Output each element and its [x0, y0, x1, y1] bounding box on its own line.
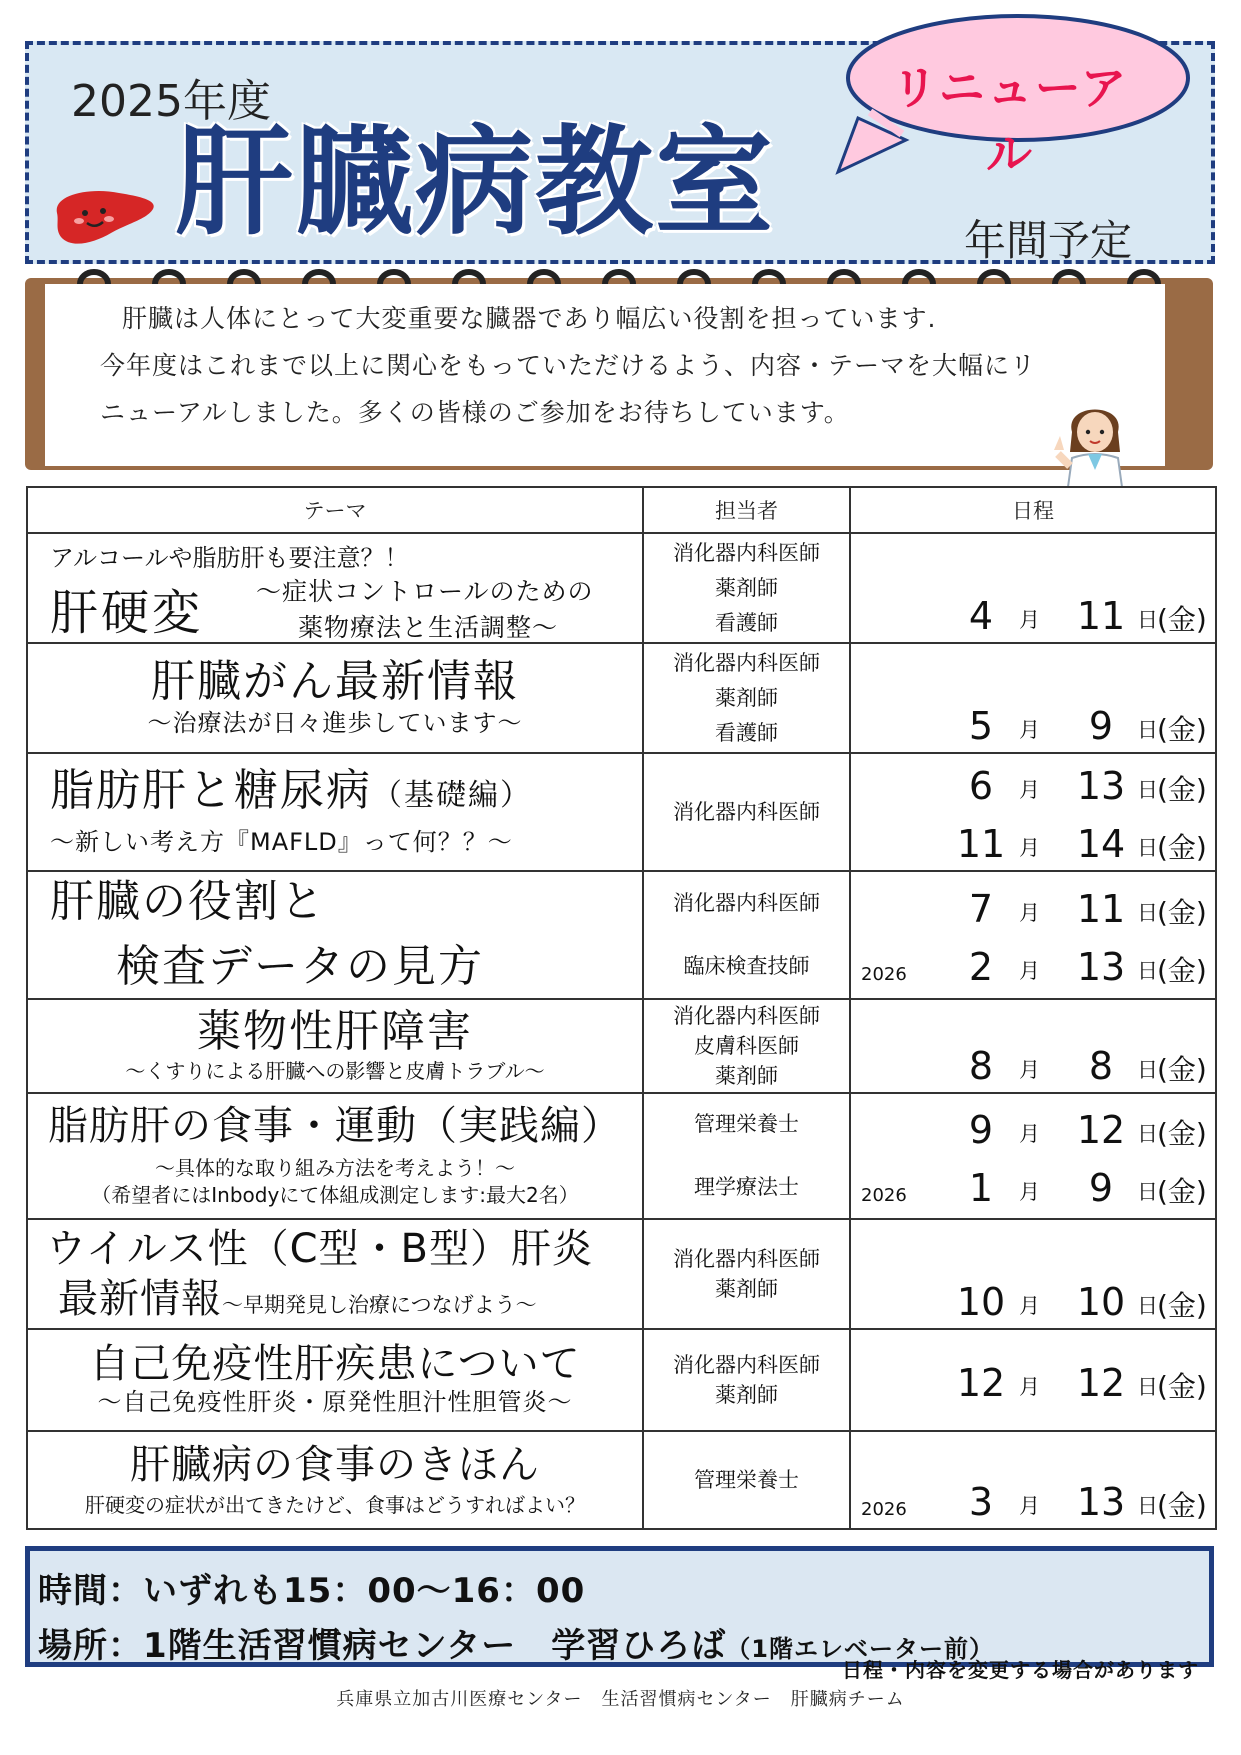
- day-unit: 日: [1137, 1180, 1158, 1204]
- doctor-illustration-icon: [1050, 392, 1140, 487]
- day-unit: 日: [1137, 718, 1158, 742]
- date-month: 3: [968, 1480, 994, 1524]
- theme-title: 脂肪肝の食事・運動（実践編）: [48, 1103, 622, 1149]
- date-day: 9: [1088, 704, 1114, 748]
- date-month: 5: [968, 704, 994, 748]
- date-cell: [850, 1219, 1216, 1329]
- date-month: 2: [968, 945, 994, 989]
- staff-cell: [643, 753, 850, 871]
- theme-title: 肝臓がん最新情報: [151, 656, 519, 708]
- date-entry: [859, 1156, 1207, 1214]
- theme-sub: 薬物療法と生活調整～: [298, 613, 559, 642]
- intro-line: ニューアルしました。多くの皆様のご参加をお待ちしています。: [100, 398, 850, 427]
- theme-title: 脂肪肝と糖尿病: [50, 765, 372, 817]
- day-unit: 日: [1137, 1494, 1158, 1518]
- year-label: 2025年度: [71, 76, 271, 127]
- staff-item: 薬剤師: [715, 1277, 778, 1301]
- month-unit: 月: [1019, 778, 1040, 802]
- intro-text: [100, 295, 1160, 436]
- date-entry: [859, 1270, 1207, 1328]
- theme-title: 最新情報: [58, 1276, 222, 1322]
- date-entry: [859, 877, 1207, 935]
- date-weekday: (金): [1157, 896, 1207, 929]
- date-month: 11: [956, 822, 1006, 866]
- day-unit: 日: [1137, 959, 1158, 983]
- staff-item: 消化器内科医師: [673, 1353, 820, 1377]
- month-unit: 月: [1019, 1494, 1040, 1518]
- date-cell: [850, 871, 1216, 999]
- info-box: [25, 1546, 1214, 1667]
- date-weekday: (金): [1157, 1370, 1207, 1403]
- date-cell: [850, 999, 1216, 1093]
- day-unit: 日: [1137, 1375, 1158, 1399]
- date-entry: [859, 1098, 1207, 1156]
- theme-cell: [27, 533, 643, 643]
- staff-cell: [643, 999, 850, 1093]
- staff-cell: [643, 643, 850, 753]
- theme-title-paren: （基礎編）: [372, 778, 532, 814]
- day-unit: 日: [1137, 608, 1158, 632]
- date-day: 9: [1088, 1166, 1114, 1210]
- date-month: 9: [968, 1108, 994, 1152]
- date-month: 8: [968, 1044, 994, 1088]
- theme-cell: [27, 871, 643, 999]
- staff-item: 消化器内科医師: [673, 891, 820, 915]
- staff-cell: [643, 1219, 850, 1329]
- date-weekday: (金): [1157, 831, 1207, 864]
- theme-title: 自己免疫性肝疾患について: [89, 1341, 581, 1388]
- month-unit: 月: [1019, 1122, 1040, 1146]
- month-unit: 月: [1019, 608, 1040, 632]
- liver-mascot-icon: [49, 183, 159, 253]
- theme-sub: ～くすりによる肝臓への影響と皮膚トラブル～: [125, 1058, 545, 1083]
- date-entry: [859, 935, 1207, 993]
- date-month: 1: [968, 1166, 994, 1210]
- staff-cell: [643, 1431, 850, 1529]
- date-day: 11: [1076, 594, 1126, 638]
- date-day: 10: [1076, 1280, 1126, 1324]
- date-year: 2026: [861, 964, 907, 985]
- staff-item: 薬剤師: [715, 685, 778, 710]
- month-unit: 月: [1019, 1375, 1040, 1399]
- date-day: 8: [1088, 1044, 1114, 1088]
- date-weekday: (金): [1157, 773, 1207, 806]
- table-row: [27, 753, 1216, 871]
- date-month: 12: [956, 1361, 1006, 1405]
- staff-cell: [643, 1093, 850, 1219]
- table-row: [27, 999, 1216, 1093]
- day-unit: 日: [1137, 1122, 1158, 1146]
- date-cell: [850, 753, 1216, 871]
- date-cell: [850, 1431, 1216, 1529]
- date-month: 10: [956, 1280, 1006, 1324]
- month-unit: 月: [1019, 718, 1040, 742]
- header-date: 日程: [850, 487, 1216, 533]
- theme-sub: ～症状コントロールのための: [256, 577, 594, 606]
- date-day: 13: [1076, 764, 1126, 808]
- staff-item: 看護師: [715, 610, 778, 635]
- date-day: 12: [1076, 1361, 1126, 1405]
- staff-item: 消化器内科医師: [673, 1247, 820, 1271]
- day-unit: 日: [1137, 901, 1158, 925]
- table-row: [27, 1431, 1216, 1529]
- date-weekday: (金): [1157, 1117, 1207, 1150]
- staff-cell: [643, 871, 850, 999]
- table-row: [27, 643, 1216, 753]
- date-year: 2026: [861, 1499, 907, 1520]
- theme-title: 検査データの見方: [116, 941, 484, 992]
- table-row: [27, 1219, 1216, 1329]
- month-unit: 月: [1019, 901, 1040, 925]
- date-entry: [859, 584, 1207, 642]
- theme-lead: アルコールや脂肪肝も要注意？！: [50, 544, 409, 572]
- day-unit: 日: [1137, 1058, 1158, 1082]
- date-entry: [859, 694, 1207, 752]
- theme-cell: [27, 999, 643, 1093]
- month-unit: 月: [1019, 1294, 1040, 1318]
- date-weekday: (金): [1157, 1289, 1207, 1322]
- staff-item: 薬剤師: [715, 575, 778, 600]
- date-month: 7: [968, 887, 994, 931]
- month-unit: 月: [1019, 959, 1040, 983]
- theme-note: （希望者にはInbodyにて体組成測定します:最大2名）: [91, 1183, 579, 1207]
- staff-item: 消化器内科医師: [673, 650, 820, 675]
- date-entry: [859, 812, 1207, 870]
- date-entry: [859, 1034, 1207, 1092]
- date-weekday: (金): [1157, 1175, 1207, 1208]
- staff-item: 理学療法士: [694, 1175, 799, 1199]
- theme-title: 肝臓病の食事のきほん: [130, 1441, 540, 1488]
- date-cell: [850, 643, 1216, 753]
- date-cell: [850, 1093, 1216, 1219]
- staff-item: 臨床検査技師: [683, 954, 810, 978]
- date-month: 4: [968, 594, 994, 638]
- staff-item: 消化器内科医師: [673, 1004, 820, 1028]
- day-unit: 日: [1137, 1294, 1158, 1318]
- date-cell: [850, 533, 1216, 643]
- date-cell: [850, 1329, 1216, 1431]
- theme-cell: [27, 1219, 643, 1329]
- staff-item: 管理栄養士: [694, 1112, 799, 1136]
- date-day: 12: [1076, 1108, 1126, 1152]
- theme-sub: ～自己免疫性肝炎・原発性胆汁性胆管炎～: [97, 1388, 573, 1417]
- intro-line: 今年度はこれまで以上に関心をもっていただけるよう、内容・テーマを大幅にリ: [100, 351, 1037, 380]
- table-row: [27, 1329, 1216, 1431]
- renewal-badge: リニューアル: [891, 61, 1129, 181]
- theme-cell: [27, 643, 643, 753]
- date-day: 13: [1076, 945, 1126, 989]
- theme-cell: [27, 753, 643, 871]
- month-unit: 月: [1019, 1058, 1040, 1082]
- date-entry: [859, 754, 1207, 812]
- staff-item: 消化器内科医師: [673, 799, 820, 824]
- schedule-table: [26, 486, 1217, 1530]
- intro-line: 肝臓は人体にとって大変重要な臓器であり幅広い役割を担っています.: [122, 304, 937, 333]
- month-unit: 月: [1019, 1180, 1040, 1204]
- date-entry: [859, 1351, 1207, 1409]
- date-month: 6: [968, 764, 994, 808]
- staff-cell: [643, 1329, 850, 1431]
- staff-item: 薬剤師: [715, 1064, 778, 1088]
- theme-sub: ～具体的な取り組み方法を考えよう！～: [155, 1156, 515, 1180]
- staff-item: 皮膚科医師: [694, 1034, 799, 1058]
- date-weekday: (金): [1157, 1053, 1207, 1086]
- theme-cell: [27, 1093, 643, 1219]
- date-weekday: (金): [1157, 1489, 1207, 1522]
- header-staff: 担当者: [643, 487, 850, 533]
- staff-item: 消化器内科医師: [673, 540, 820, 565]
- date-weekday: (金): [1157, 954, 1207, 987]
- staff-item: 薬剤師: [715, 1383, 778, 1407]
- date-day: 11: [1076, 887, 1126, 931]
- place-note: （1階エレベーター前）: [726, 1635, 994, 1663]
- table-row: [27, 1093, 1216, 1219]
- theme-cell: [27, 1329, 643, 1431]
- date-entry: [859, 1470, 1207, 1528]
- date-weekday: (金): [1157, 603, 1207, 636]
- table-header-row: [27, 487, 1216, 533]
- place-text: 場所：1階生活習慣病センター 学習ひろば: [38, 1626, 727, 1666]
- header-theme: テーマ: [27, 487, 643, 533]
- table-row: [27, 871, 1216, 999]
- day-unit: 日: [1137, 778, 1158, 802]
- theme-sub: 肝硬変の症状が出てきたけど、食事はどうすればよい？: [85, 1492, 585, 1517]
- table-row: [27, 533, 1216, 643]
- time-info: 時間：いずれも15：00～16：00: [38, 1571, 586, 1611]
- theme-sub: ～治療法が日々進歩しています～: [147, 708, 523, 737]
- theme-sub: ～早期発見し治療につなげよう～: [222, 1293, 537, 1317]
- theme-title: 肝硬変: [50, 585, 204, 641]
- staff-item: 管理栄養士: [694, 1467, 799, 1492]
- date-day: 13: [1076, 1480, 1126, 1524]
- theme-cell: [27, 1431, 643, 1529]
- annual-schedule-label: 年間予定: [964, 216, 1133, 265]
- change-notice: 日程・内容を変更する場合があります: [842, 1658, 1199, 1682]
- staff-cell: [643, 533, 850, 643]
- main-title: 肝臓病教室: [175, 113, 776, 251]
- day-unit: 日: [1137, 836, 1158, 860]
- organization-footer: 兵庫県立加古川医療センター 生活習慣病センター 肝臓病チーム: [336, 1689, 905, 1710]
- date-year: 2026: [861, 1185, 907, 1206]
- theme-sub: ～新しい考え方『MAFLD』って何？？～: [50, 827, 513, 856]
- month-unit: 月: [1019, 836, 1040, 860]
- theme-title: ウイルス性（C型・B型）肝炎: [46, 1226, 593, 1272]
- theme-title: 薬物性肝障害: [197, 1006, 473, 1058]
- date-weekday: (金): [1157, 713, 1207, 746]
- staff-item: 看護師: [715, 720, 778, 745]
- theme-title: 肝臓の役割と: [50, 876, 326, 928]
- date-day: 14: [1076, 822, 1126, 866]
